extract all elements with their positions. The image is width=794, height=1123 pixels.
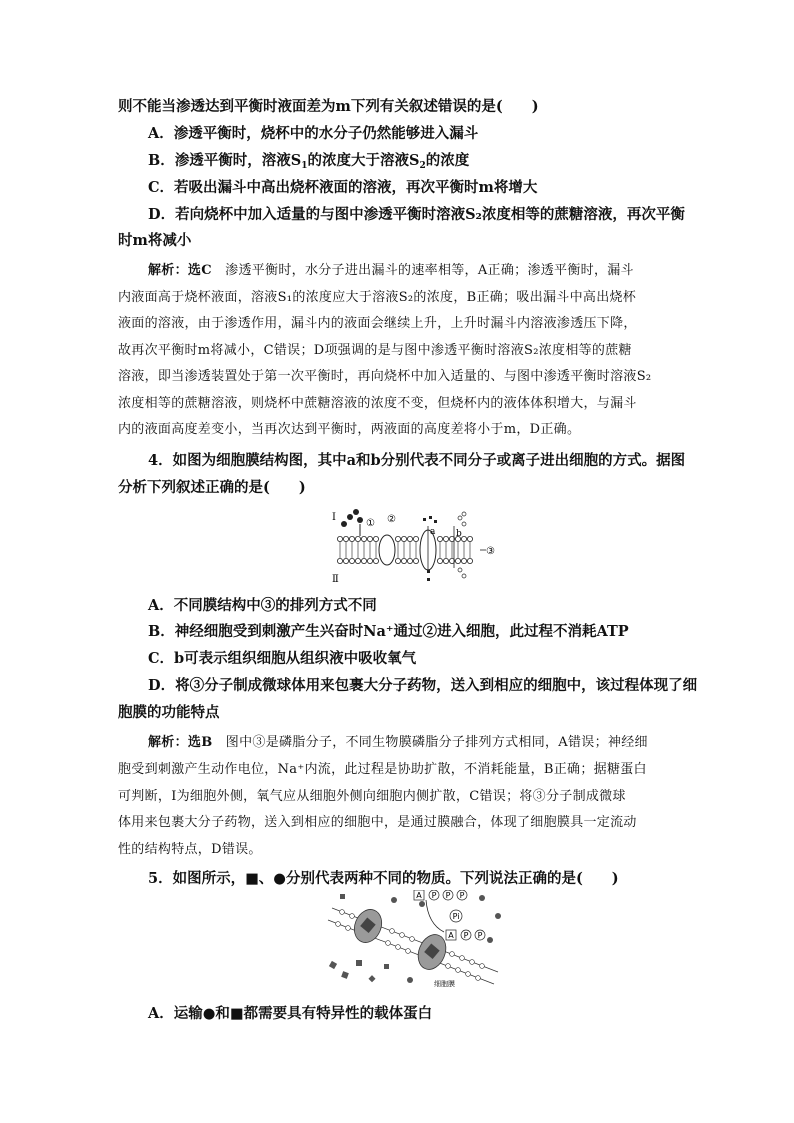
label-a: a	[430, 527, 436, 537]
atp-phosphate-1: P	[431, 891, 437, 900]
q4-option-d-line2: 胞膜的功能特点	[118, 704, 220, 721]
q3-explanation-line3: 液面的溶液，由于渗透作用，漏斗内的液面会继续上升，上升时漏斗内溶液渗透压下降，	[118, 316, 637, 331]
q4-option-d-line1: D．将③分子制成微球体用来包裹大分子药物，送入到相应的细胞中，该过程体现了细	[148, 677, 698, 694]
label-1: ①	[366, 518, 375, 529]
q3-option-c: C．若吸出漏斗中高出烧杯液面的溶液，再次平衡时m将增大	[148, 179, 538, 196]
q4-explanation-line2: 胞受到刺激产生动作电位，Na⁺内流，此过程是协助扩散，不消耗能量，B正确；据糖蛋白	[118, 762, 647, 777]
q4-stem-line2: 分析下列叙述正确的是( )	[118, 479, 306, 496]
atp-phosphate-3: P	[459, 891, 465, 900]
atp-adenosine: A	[416, 891, 422, 900]
label-outer: Ⅰ	[332, 512, 336, 523]
q3-stem-tail: 则不能当渗透达到平衡时液面差为m下列有关叙述错误的是( )	[118, 98, 539, 115]
membrane-structure-figure	[330, 504, 500, 588]
q4-explanation-line4: 体用来包裹大分子药物，送入到相应的细胞中，是通过膜融合，体现了细胞膜具一定流动	[118, 815, 637, 830]
transport-figure	[322, 890, 508, 990]
q3-option-d-line1: D．若向烧杯中加入适量的与图中渗透平衡时溶液S₂浓度相等的蔗糖溶液，再次平衡	[148, 206, 685, 223]
q5-option-a: A．运输●和■都需要具有特异性的载体蛋白	[148, 1005, 433, 1022]
membrane-label: 细胞膜	[434, 980, 455, 988]
pi-label: Pi	[452, 912, 460, 921]
q3-option-d-line2: 时m将减小	[118, 232, 192, 249]
q3-explanation-line5: 溶液，即当渗透装置处于第一次平衡时，再向烧杯中加入适量的、与图中渗透平衡时溶液S₂	[118, 369, 652, 384]
q5-stem: 5．如图所示，■、●分别代表两种不同的物质。下列说法正确的是( )	[148, 870, 619, 887]
label-b: b	[456, 529, 462, 539]
q4-option-a: A．不同膜结构中③的排列方式不同	[148, 597, 377, 614]
q3-explanation-line7: 内的液面高度差变小，当再次达到平衡时，两液面的高度差将小于m，D正确。	[118, 422, 581, 437]
label-inner: Ⅱ	[332, 574, 339, 585]
q4-option-b: B．神经细胞受到刺激产生兴奋时Na⁺通过②进入细胞，此过程不消耗ATP	[148, 623, 629, 640]
q3-option-b: B．渗透平衡时，溶液$S_1$的浓度大于溶液$S_2$的浓度	[148, 152, 470, 171]
label-3: ③	[486, 546, 495, 557]
q3-explanation-line6: 浓度相等的蔗糖溶液，则烧杯中蔗糖溶液的浓度不变，但烧杯内的液体体积增大，与漏斗	[118, 396, 637, 411]
q4-option-c: C．b可表示组织细胞从组织液中吸收氧气	[148, 650, 417, 667]
q4-explanation-line5: 性的结构特点，D错误。	[118, 842, 262, 857]
q4-stem-line1: 4．如图为细胞膜结构图，其中a和b分别代表不同分子或离子进出细胞的方式。据图	[148, 452, 686, 469]
adp-phosphate-2: P	[477, 931, 483, 940]
q3-explanation-line1: 解析：选C 渗透平衡时，水分子进出漏斗的速率相等，A正确；渗透平衡时，漏斗	[148, 263, 634, 278]
atp-phosphate-2: P	[445, 891, 451, 900]
q4-explanation-line1: 解析：选B 图中③是磷脂分子，不同生物膜磷脂分子排列方式相同，A错误；神经细	[148, 735, 648, 750]
label-2: ②	[387, 514, 396, 525]
adp-adenosine: A	[448, 931, 454, 940]
q3-explanation-line2: 内液面高于烧杯液面，溶液S₁的浓度应大于溶液S₂的浓度，B正确；吸出漏斗中高出烧杯	[118, 290, 637, 305]
q3-option-a: A．渗透平衡时，烧杯中的水分子仍然能够进入漏斗	[148, 125, 479, 142]
adp-phosphate-1: P	[463, 931, 469, 940]
q4-explanation-line3: 可判断，Ⅰ为细胞外侧，氧气应从细胞外侧向细胞内侧扩散，C错误；将③分子制成微球	[118, 789, 626, 804]
q3-explanation-line4: 故再次平衡时m将减小，C错误；D项强调的是与图中渗透平衡时溶液S₂浓度相等的蔗糖	[118, 343, 632, 358]
